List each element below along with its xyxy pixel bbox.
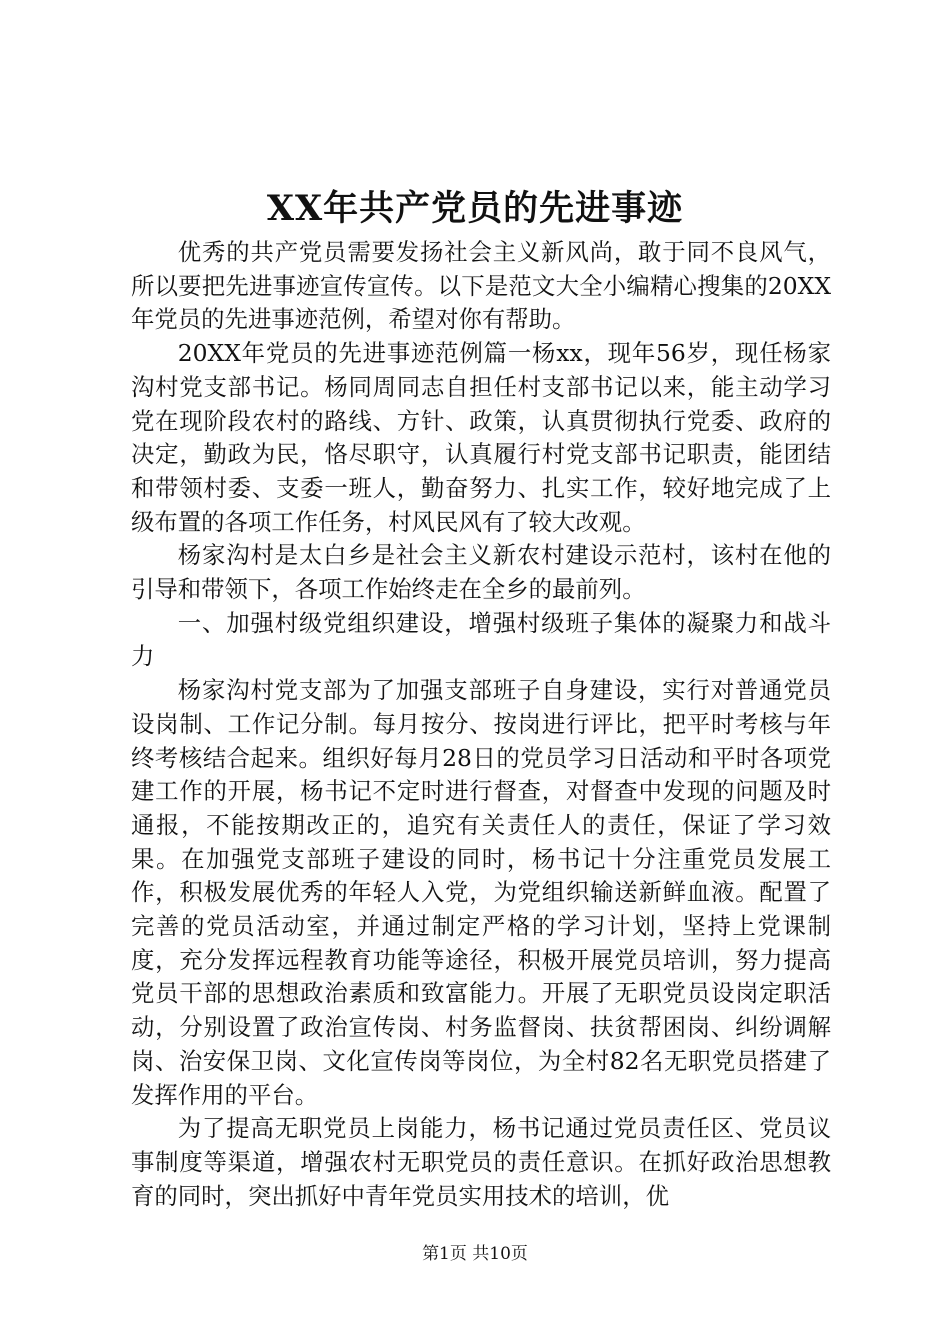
paragraph: 为了提高无职党员上岗能力，杨书记通过党员责任区、党员议事制度等渠道，增强农村无职党员的责任意识。在抓好政治思想教育的同时，突出抓好中青年党员实用技术的培训，优	[131, 1114, 831, 1210]
document-body	[131, 236, 831, 1213]
section-heading: 一、加强村级党组织建设，增强村级班子集体的凝聚力和战斗力	[131, 608, 831, 671]
paragraph: 杨家沟村党支部为了加强支部班子自身建设，实行对普通党员设岗制、工作记分制。每月按分、按岗进行评比，把平时考核与年终考核结合起来。组织好每月28日的党员学习日活动和平时各项党建工作的开展，杨书记不定时进行督查，对督查中发现的问题及时通报，不能按期改正的，追究有关责任人的责任，保证了学习效果。在加强党支部班子建设的同时，杨书记十分注重党员发展工作，积极发展优秀的年轻人入党，为党组织输送新鲜血液。配置了完善的党员活动室，并通过制定严格的学习计划，坚持上党课制度，充分发挥远程教育功能等途径，积极开展党员培训，努力提高党员干部的思想政治素质和致富能力。开展了无职党员设岗定职活动，分别设置了政治宣传岗、村务监督岗、扶贫帮困岗、纠纷调解岗、治安保卫岗、文化宣传岗等岗位，为全村82名无职党员搭建了发挥作用的平台。	[131, 676, 831, 1109]
page-footer: 第1页 共10页	[422, 1244, 528, 1264]
document-title: XX年共产党员的先进事迹	[266, 188, 684, 229]
paragraph: 20XX年党员的先进事迹范例篇一杨xx，现年56岁，现任杨家沟村党支部书记。杨同周同志自担任村支部书记以来，能主动学习党在现阶段农村的路线、方针、政策，认真贯彻执行党委、政府的决定，勤政为民，恪尽职守，认真履行村党支部书记职责，能团结和带领村委、支委一班人，勤奋努力、扎实工作，较好地完成了上级布置的各项工作任务，村风民风有了较大改观。	[131, 339, 831, 536]
paragraph: 优秀的共产党员需要发扬社会主义新风尚，敢于同不良风气，所以要把先进事迹宣传宣传。以下是范文大全小编精心搜集的20XX年党员的先进事迹范例，希望对你有帮助。	[131, 238, 831, 334]
paragraph: 杨家沟村是太白乡是社会主义新农村建设示范村，该村在他的引导和带领下，各项工作始终走在全乡的最前列。	[131, 541, 831, 604]
